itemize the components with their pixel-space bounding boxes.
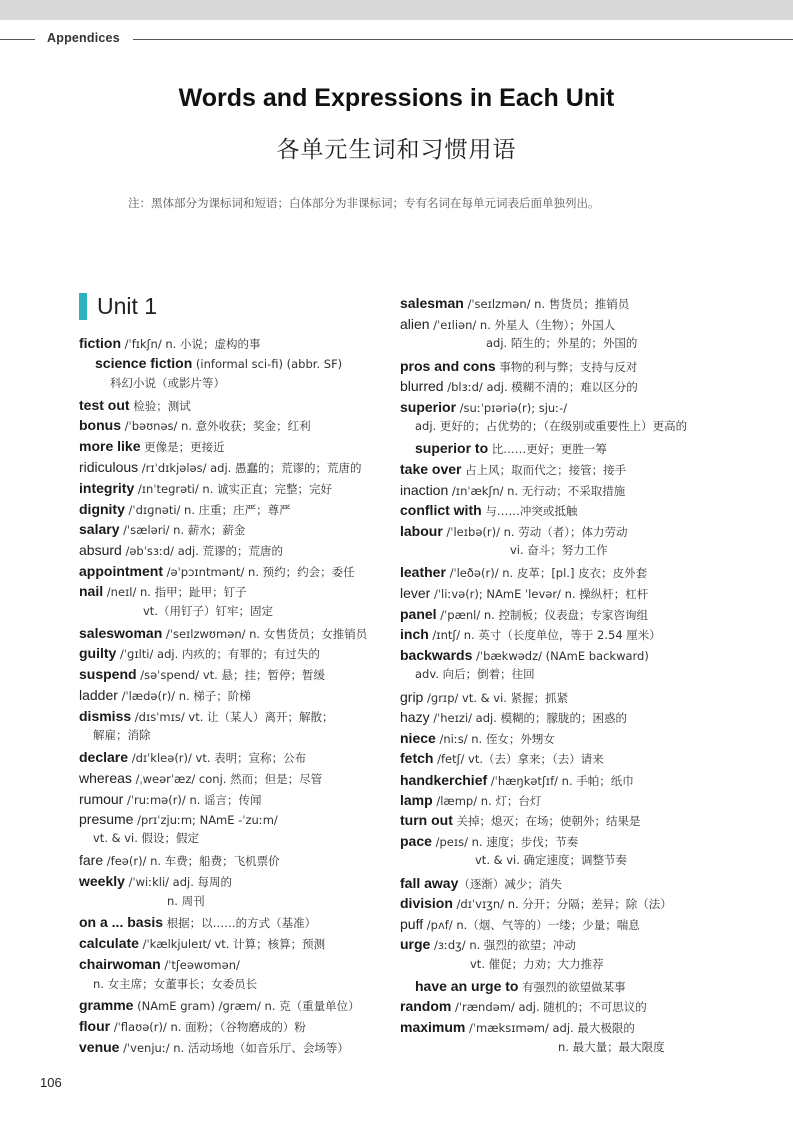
right-entry bbox=[400, 832, 578, 851]
left-entry bbox=[79, 748, 306, 767]
entry-definition: 与……冲突或抵触 bbox=[481, 504, 578, 518]
left-entry bbox=[79, 955, 240, 974]
right-entry bbox=[400, 398, 567, 417]
right-entry bbox=[400, 460, 626, 479]
entry-definition: n. 最大量；最大限度 bbox=[558, 1040, 665, 1054]
left-entry bbox=[167, 892, 205, 910]
entry-definition: /ˈdɪɡnəti/ n. 庄重；庄严；尊严 bbox=[124, 503, 291, 517]
right-entry bbox=[510, 541, 608, 559]
left-entry bbox=[143, 602, 273, 620]
entry-headword: nail bbox=[79, 583, 104, 599]
entry-definition: /suːˈpɪəriə(r); sjuː-/ bbox=[456, 401, 568, 415]
left-entry bbox=[93, 975, 257, 993]
entry-definition: (NAmE gram) /ɡræm/ n. 克（重量单位） bbox=[133, 999, 360, 1013]
entry-definition: （逐渐）减少；消失 bbox=[458, 877, 562, 891]
entry-headword: inch bbox=[400, 626, 429, 642]
entry-definition: vi. 奋斗；努力工作 bbox=[510, 543, 608, 557]
right-entry bbox=[400, 646, 649, 665]
entry-headword: inaction bbox=[400, 482, 449, 498]
entry-definition: adj. 陌生的；外星的；外国的 bbox=[486, 336, 638, 350]
left-entry bbox=[79, 437, 225, 456]
entry-headword: superior to bbox=[415, 440, 489, 456]
entry-headword: whereas bbox=[79, 770, 132, 786]
entry-headword: gramme bbox=[79, 997, 134, 1013]
entry-headword: ladder bbox=[79, 687, 118, 703]
entry-definition: /ˈbækwədz/ (NAmE backward) bbox=[472, 649, 649, 663]
right-entry bbox=[400, 357, 637, 376]
entry-headword: appointment bbox=[79, 563, 163, 579]
entry-headword: labour bbox=[400, 523, 443, 539]
unit-title: Unit 1 bbox=[97, 292, 158, 319]
page-number: 106 bbox=[40, 1075, 62, 1090]
right-entry bbox=[400, 729, 555, 748]
left-entry bbox=[79, 707, 334, 726]
entry-headword: test out bbox=[79, 397, 130, 413]
entry-definition: /ˈkælkjuleɪt/ vt. 计算；核算；预测 bbox=[138, 937, 326, 951]
entry-headword: presume bbox=[79, 811, 134, 827]
right-entry bbox=[400, 791, 541, 810]
right-entry bbox=[400, 749, 604, 768]
entry-definition: 更像是；更接近 bbox=[140, 440, 225, 454]
entry-headword: maximum bbox=[400, 1019, 466, 1035]
left-entry bbox=[79, 1017, 306, 1036]
entry-definition: /ˈruːmə(r)/ n. 谣言；传闻 bbox=[123, 793, 262, 807]
entry-definition: /ˈleðə(r)/ n. 皮革；[pl.] 皮衣；皮外套 bbox=[445, 566, 648, 580]
entry-definition: 比……更好；更胜一筹 bbox=[488, 442, 607, 456]
section-label: Appendices bbox=[47, 31, 120, 45]
left-entry bbox=[79, 541, 283, 560]
entry-headword: panel bbox=[400, 606, 437, 622]
entry-definition: /səˈspend/ vt. 悬；挂；暂停；暂缓 bbox=[136, 668, 325, 682]
entry-definition: /ˈseɪlzwʊmən/ n. 女售货员；女推销员 bbox=[162, 627, 368, 641]
right-entry bbox=[486, 334, 637, 352]
unit-accent-bar bbox=[79, 293, 87, 320]
entry-headword: rumour bbox=[79, 791, 124, 807]
entry-definition: /ɪnˈteɡrəti/ n. 诚实正直；完整；完好 bbox=[134, 482, 333, 496]
right-entry bbox=[400, 997, 647, 1016]
entry-headword: fetch bbox=[400, 750, 434, 766]
entry-headword: take over bbox=[400, 461, 462, 477]
left-entry bbox=[79, 582, 247, 601]
entry-definition: 占上风；取而代之；接管；接手 bbox=[461, 463, 627, 477]
entry-headword: weekly bbox=[79, 873, 125, 889]
entry-definition: /ˈwiːkli/ adj. 每周的 bbox=[124, 875, 233, 889]
left-entry bbox=[79, 913, 316, 932]
left-entry bbox=[79, 996, 360, 1015]
entry-definition: /peɪs/ n. 速度；步伐；节奏 bbox=[431, 835, 579, 849]
entry-definition: /rɪˈdɪkjələs/ adj. 愚蠢的；荒谬的；荒唐的 bbox=[138, 461, 362, 475]
right-entry bbox=[400, 1018, 635, 1037]
entry-headword: chairwoman bbox=[79, 956, 161, 972]
entry-definition: /ˈpænl/ n. 控制板；仪表盘；专家咨询组 bbox=[436, 608, 648, 622]
entry-headword: ridiculous bbox=[79, 459, 139, 475]
right-entry bbox=[400, 315, 615, 334]
entry-definition: /niːs/ n. 侄女；外甥女 bbox=[435, 732, 555, 746]
right-entry bbox=[400, 522, 627, 541]
entry-headword: salesman bbox=[400, 295, 464, 311]
entry-definition: /ˈeɪliən/ n. 外星人（生物）；外国人 bbox=[429, 318, 616, 332]
entry-definition: 根据；以……的方式（基准） bbox=[163, 916, 317, 930]
entry-definition: 科幻小说（或影片等） bbox=[110, 376, 225, 390]
entry-headword: handkerchief bbox=[400, 772, 488, 788]
left-entry bbox=[79, 458, 361, 477]
left-entry bbox=[93, 829, 199, 847]
entry-definition: /pʌf/ n.（烟、气等的）一缕；少量；喘息 bbox=[423, 918, 640, 932]
entry-headword: fiction bbox=[79, 335, 121, 351]
right-entry bbox=[415, 417, 687, 435]
header-rule-left bbox=[0, 39, 35, 40]
entry-definition: /əˈpɔɪntmənt/ n. 预约；约会；委任 bbox=[163, 565, 355, 579]
entry-headword: more like bbox=[79, 438, 141, 454]
right-entry bbox=[400, 501, 577, 520]
entry-headword: dismiss bbox=[79, 708, 132, 724]
entry-headword: leather bbox=[400, 564, 446, 580]
entry-definition: /ˈɡɪlti/ adj. 内疚的；有罪的；有过失的 bbox=[116, 647, 320, 661]
right-entry bbox=[400, 377, 638, 396]
right-entry bbox=[400, 563, 647, 582]
right-entry bbox=[400, 688, 568, 707]
entry-headword: guilty bbox=[79, 645, 117, 661]
right-entry bbox=[400, 915, 640, 934]
left-entry bbox=[79, 644, 320, 663]
entry-headword: niece bbox=[400, 730, 436, 746]
entry-headword: on a ... basis bbox=[79, 914, 164, 930]
entry-headword: urge bbox=[400, 936, 431, 952]
right-entry bbox=[415, 439, 607, 458]
entry-headword: salary bbox=[79, 521, 120, 537]
entry-definition: adj. 更好的；占优势的；（在级别或重要性上）更高的 bbox=[415, 419, 688, 433]
entry-headword: division bbox=[400, 895, 453, 911]
entry-definition: vt. & vi. 假设；假定 bbox=[93, 831, 200, 845]
entry-definition: /ˌweərˈæz/ conj. 然而；但是；尽管 bbox=[131, 772, 323, 786]
entry-definition: /ˈleɪbə(r)/ n. 劳动（者）；体力劳动 bbox=[442, 525, 628, 539]
entry-definition: 事物的利与弊；支持与反对 bbox=[495, 360, 638, 374]
entry-headword: flour bbox=[79, 1018, 111, 1034]
entry-definition: /ˈseɪlzmən/ n. 售货员；推销员 bbox=[463, 297, 630, 311]
entry-definition: 有强烈的欲望做某事 bbox=[518, 980, 626, 994]
header-rule-right bbox=[133, 39, 793, 40]
left-entry bbox=[79, 1038, 349, 1057]
right-entry bbox=[400, 294, 629, 313]
entry-definition: /dɪsˈmɪs/ vt. 让（某人）离开；解散； bbox=[131, 710, 334, 724]
left-entry bbox=[79, 934, 325, 953]
right-entry bbox=[475, 851, 627, 869]
left-entry bbox=[79, 851, 280, 870]
note-text: 注：黑体部分为课标词和短语；白体部分为非课标词；专有名词在每单元词表后面单独列出。 bbox=[128, 196, 600, 210]
entry-definition: /ˈheɪzi/ adj. 模糊的；朦胧的；困惑的 bbox=[429, 711, 628, 725]
entry-headword: lamp bbox=[400, 792, 433, 808]
entry-definition: 解雇；消除 bbox=[93, 728, 151, 742]
entry-headword: bonus bbox=[79, 417, 121, 433]
right-entry bbox=[400, 708, 627, 727]
left-entry bbox=[79, 479, 332, 498]
entry-definition: /ˈvenjuː/ n. 活动场地（如音乐厅、会场等） bbox=[119, 1041, 349, 1055]
entry-definition: adv. 向后；倒着；往回 bbox=[415, 667, 535, 681]
entry-definition: /neɪl/ n. 指甲；趾甲；钉子 bbox=[103, 585, 247, 599]
entry-definition: 关掉；熄灭；在场；使朝外；结果是 bbox=[452, 814, 641, 828]
entry-headword: fall away bbox=[400, 875, 459, 891]
entry-definition: /læmp/ n. 灯；台灯 bbox=[432, 794, 542, 808]
left-entry bbox=[79, 624, 367, 643]
entry-definition: /ɡrɪp/ vt. & vi. 紧握；抓紧 bbox=[423, 691, 569, 705]
entry-definition: /ˈhæŋkətʃɪf/ n. 手帕；纸巾 bbox=[487, 774, 634, 788]
left-entry bbox=[79, 396, 191, 415]
right-entry bbox=[400, 481, 625, 500]
entry-definition: (informal sci-fi) (abbr. SF) bbox=[192, 357, 343, 371]
entry-headword: hazy bbox=[400, 709, 430, 725]
entry-headword: grip bbox=[400, 689, 424, 705]
entry-definition: /prɪˈzjuːm; NAmE -ˈzuːm/ bbox=[133, 813, 278, 827]
left-entry bbox=[79, 769, 322, 788]
top-bar bbox=[0, 0, 793, 20]
right-entry bbox=[400, 625, 661, 644]
right-entry bbox=[415, 665, 535, 683]
entry-definition: /dɪˈkleə(r)/ vt. 表明；宣称；公布 bbox=[128, 751, 307, 765]
left-entry bbox=[79, 416, 311, 435]
left-entry bbox=[79, 334, 260, 353]
entry-definition: /feə(r)/ n. 车费；船费；飞机票价 bbox=[103, 854, 280, 868]
entry-headword: saleswoman bbox=[79, 625, 163, 641]
entry-definition: /ˈsæləri/ n. 薪水；薪金 bbox=[119, 523, 246, 537]
entry-headword: conflict with bbox=[400, 502, 482, 518]
entry-headword: venue bbox=[79, 1039, 120, 1055]
left-entry bbox=[79, 790, 262, 809]
entry-definition: /ˈliːvə(r); NAmE ˈlevər/ n. 操纵杆；杠杆 bbox=[430, 587, 649, 601]
entry-headword: backwards bbox=[400, 647, 473, 663]
right-entry bbox=[415, 977, 626, 996]
entry-headword: dignity bbox=[79, 501, 125, 517]
left-entry bbox=[79, 520, 245, 539]
entry-definition: /ɜːdʒ/ n. 强烈的欲望；冲动 bbox=[430, 938, 576, 952]
entry-headword: lever bbox=[400, 585, 431, 601]
left-entry bbox=[79, 686, 251, 705]
left-entry bbox=[95, 354, 342, 373]
left-entry bbox=[79, 665, 325, 684]
entry-headword: calculate bbox=[79, 935, 139, 951]
entry-definition: /əbˈsɜːd/ adj. 荒谬的；荒唐的 bbox=[121, 544, 284, 558]
entry-definition: /fetʃ/ vt.（去）拿来；（去）请来 bbox=[433, 752, 604, 766]
entry-headword: declare bbox=[79, 749, 129, 765]
entry-definition: /ˈmæksɪməm/ adj. 最大极限的 bbox=[465, 1021, 635, 1035]
entry-definition: /blɜːd/ adj. 模糊不清的；难以区分的 bbox=[443, 380, 638, 394]
entry-headword: alien bbox=[400, 316, 430, 332]
entry-definition: 检验；测试 bbox=[129, 399, 191, 413]
entry-headword: fare bbox=[79, 852, 104, 868]
left-entry bbox=[79, 872, 232, 891]
left-entry bbox=[93, 726, 151, 744]
entry-definition: /ɪntʃ/ n. 英寸（长度单位，等于 2.54 厘米） bbox=[428, 628, 661, 642]
unit-heading bbox=[79, 292, 157, 320]
right-entry bbox=[400, 935, 576, 954]
entry-definition: n. 女主席；女董事长；女委员长 bbox=[93, 977, 258, 991]
entry-headword: turn out bbox=[400, 812, 453, 828]
entry-definition: /ˈbəʊnəs/ n. 意外收获；奖金；红利 bbox=[121, 419, 311, 433]
entry-headword: integrity bbox=[79, 480, 135, 496]
entry-headword: superior bbox=[400, 399, 457, 415]
left-entry bbox=[79, 500, 291, 519]
entry-headword: have an urge to bbox=[415, 978, 519, 994]
entry-headword: random bbox=[400, 998, 452, 1014]
entry-definition: /ˈtʃeəwʊmən/ bbox=[160, 958, 240, 972]
entry-headword: suspend bbox=[79, 666, 137, 682]
right-entry bbox=[400, 605, 648, 624]
entry-definition: /ɪnˈækʃn/ n. 无行动；不采取措施 bbox=[448, 484, 626, 498]
entry-headword: blurred bbox=[400, 378, 444, 394]
entry-definition: vt.（用钉子）钉牢；固定 bbox=[143, 604, 273, 618]
entry-headword: absurd bbox=[79, 542, 122, 558]
page-subtitle: 各单元生词和习惯用语 bbox=[276, 137, 517, 163]
right-entry bbox=[470, 955, 604, 973]
entry-headword: pace bbox=[400, 833, 432, 849]
entry-headword: pros and cons bbox=[400, 358, 496, 374]
left-entry bbox=[110, 374, 225, 392]
right-entry bbox=[400, 584, 648, 603]
entry-definition: vt. & vi. 确定速度；调整节奏 bbox=[475, 853, 628, 867]
entry-headword: science fiction bbox=[95, 355, 193, 371]
right-entry bbox=[558, 1038, 665, 1056]
entry-definition: n. 周刊 bbox=[167, 894, 205, 908]
entry-definition: /dɪˈvɪʒn/ n. 分开；分隔；差异；除（法） bbox=[452, 897, 672, 911]
entry-headword: puff bbox=[400, 916, 424, 932]
entry-definition: /ˈflaʊə(r)/ n. 面粉；（谷物磨成的）粉 bbox=[110, 1020, 306, 1034]
entry-definition: /ˈfɪkʃn/ n. 小说；虚构的事 bbox=[121, 337, 261, 351]
page-title: Words and Expressions in Each Unit bbox=[178, 84, 615, 112]
left-entry bbox=[79, 810, 278, 829]
entry-definition: /ˈrændəm/ adj. 随机的；不可思议的 bbox=[451, 1000, 647, 1014]
entry-definition: vt. 催促；力劝；大力推荐 bbox=[470, 957, 604, 971]
right-entry bbox=[400, 874, 562, 893]
right-entry bbox=[400, 894, 672, 913]
left-entry bbox=[79, 562, 355, 581]
right-entry bbox=[400, 811, 641, 830]
entry-definition: /ˈlædə(r)/ n. 梯子；阶梯 bbox=[117, 689, 251, 703]
right-entry bbox=[400, 771, 634, 790]
